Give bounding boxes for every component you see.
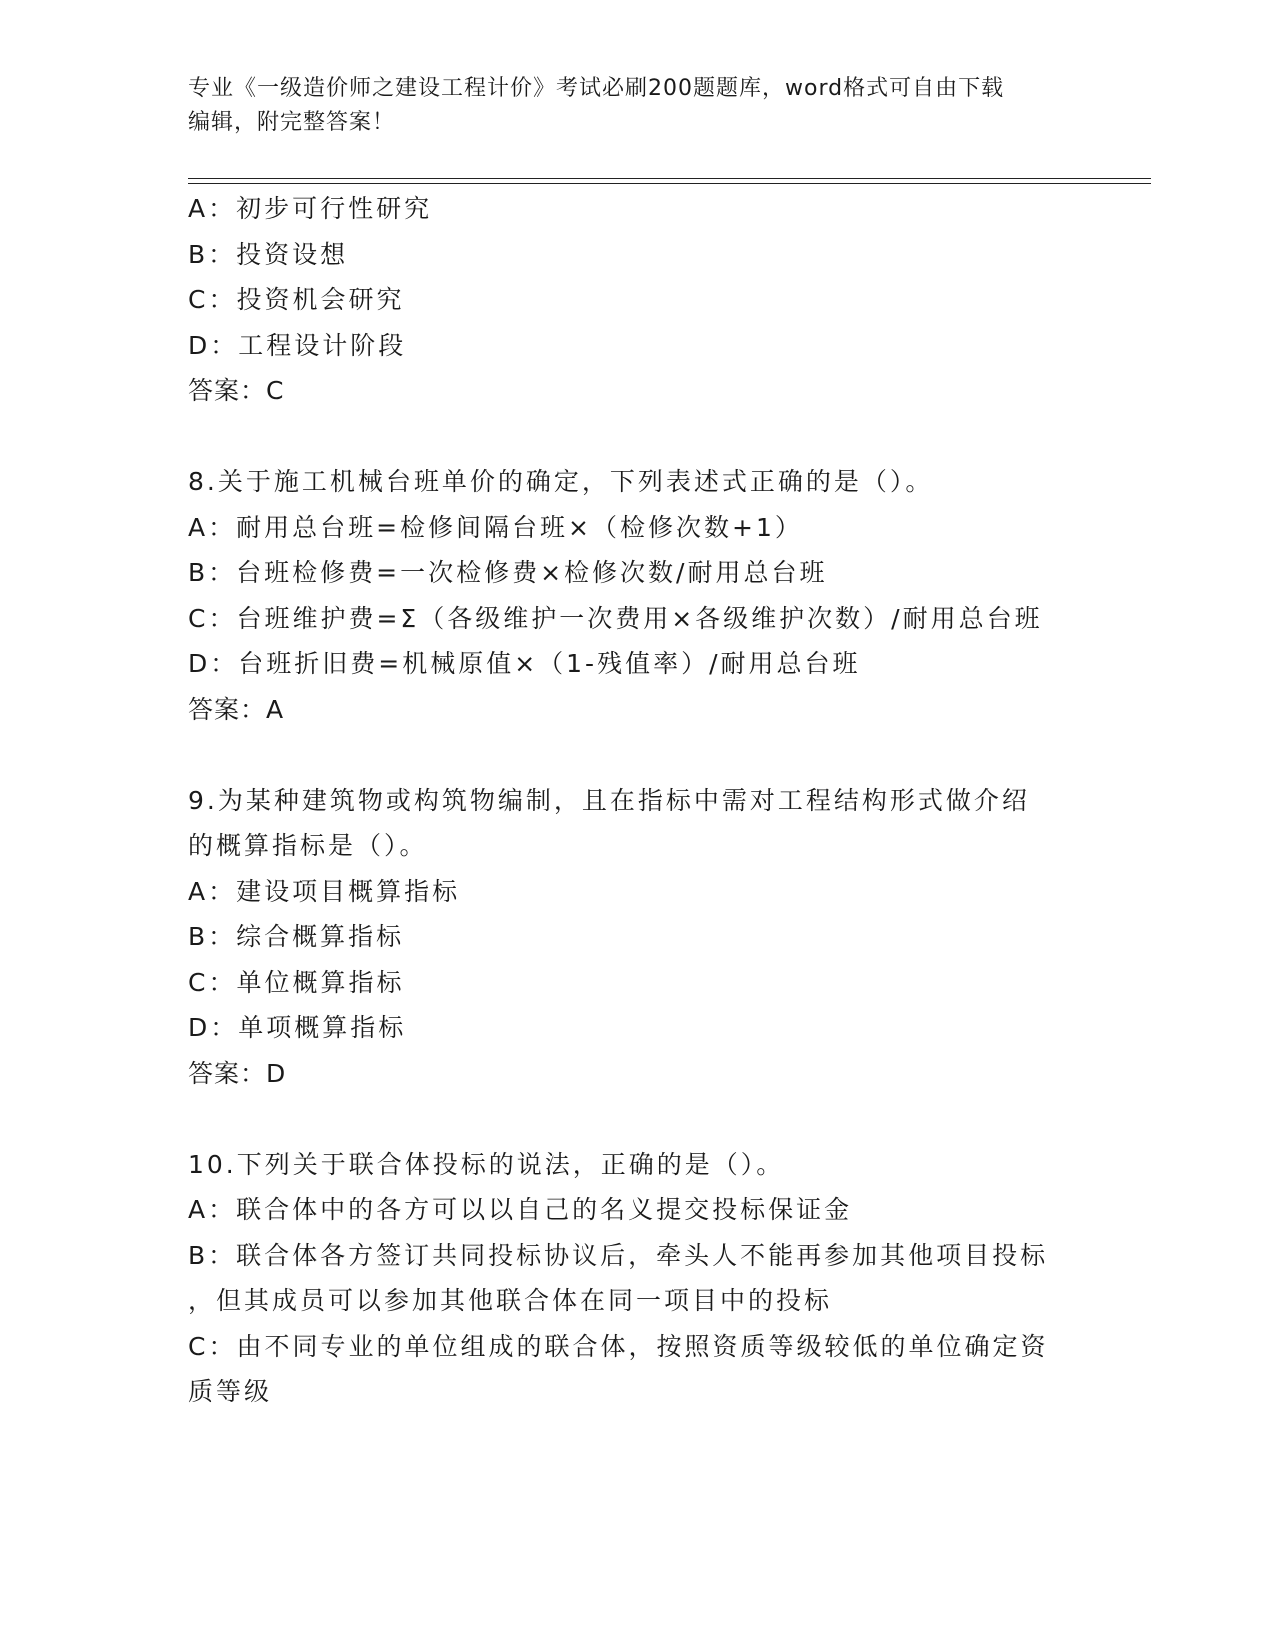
q9-answer [188, 1051, 1088, 1097]
question-8-block [188, 459, 1088, 732]
q10-question: 10.下列关于联合体投标的说法，正确的是（）。 [188, 1149, 785, 1179]
q9-option-b: B：综合概算指标 [188, 922, 405, 951]
q8-option-a: A：耐用总台班=检修间隔台班×（检修次数+1） [188, 512, 803, 542]
q10-option-b-line-1: B：联合体各方签订共同投标协议后，牵头人不能再参加其他项目投标 [188, 1240, 1049, 1270]
q7-option-c: C：投资机会研究 [188, 285, 405, 314]
header-divider-top [188, 178, 1151, 179]
spacer [188, 1096, 1088, 1142]
q9-question-line-2: 的概算指标是（）。 [188, 831, 428, 860]
q8-question: 8.关于施工机械台班单价的确定，下列表述式正确的是（）。 [188, 467, 934, 496]
q8-option-d: D：台班折旧费=机械原值×（1-残值率）/耐用总台班 [188, 649, 861, 678]
q8-option-c: C：台班维护费=Σ（各级维护一次费用×各级维护次数）/耐用总台班 [188, 603, 1043, 633]
q7-answer-label: 答案： [188, 376, 267, 405]
q7-option-b: B：投资设想 [188, 239, 349, 269]
q8-answer [188, 687, 1088, 733]
q8-answer-value: A [266, 694, 285, 724]
header-line-2: 编辑，附完整答案！ [188, 110, 396, 135]
spacer [188, 414, 1088, 460]
q8-option-b: B：台班检修费=一次检修费×检修次数/耐用总台班 [188, 558, 828, 587]
q10-option-c-line-1: C：由不同专业的单位组成的联合体，按照资质等级较低的单位确定资 [188, 1331, 1049, 1361]
q9-option-a: A：建设项目概算指标 [188, 876, 461, 906]
q9-option-c: C：单位概算指标 [188, 967, 405, 997]
question-9-block [188, 778, 1088, 1097]
spacer [188, 732, 1088, 778]
q10-option-c-line-2: 质等级 [188, 1377, 273, 1406]
q7-answer-value: C [266, 376, 285, 405]
question-7-block [188, 186, 1088, 414]
page-header [188, 72, 1068, 140]
q9-option-d: D：单项概算指标 [188, 1013, 407, 1042]
q9-question-line-1: 9.为某种建筑物或构筑物编制，且在指标中需对工程结构形式做介绍 [188, 785, 1030, 815]
q9-answer-value: D [266, 1058, 287, 1088]
question-content [188, 186, 1088, 1415]
q10-option-b-line-2: ，但其成员可以参加其他联合体在同一项目中的投标 [188, 1286, 833, 1315]
question-10-block [188, 1142, 1088, 1415]
q7-option-a: A：初步可行性研究 [188, 194, 433, 223]
header-divider-bottom [188, 183, 1151, 184]
q7-option-d: D：工程设计阶段 [188, 330, 407, 360]
q10-option-a: A：联合体中的各方可以以自己的名义提交投标保证金 [188, 1195, 853, 1224]
q8-answer-label: 答案： [188, 694, 267, 724]
q7-answer [188, 368, 1088, 414]
q9-answer-label: 答案： [188, 1058, 267, 1088]
header-line-1: 专业《一级造价师之建设工程计价》考试必刷200题题库，word格式可自由下载 [188, 76, 1005, 101]
